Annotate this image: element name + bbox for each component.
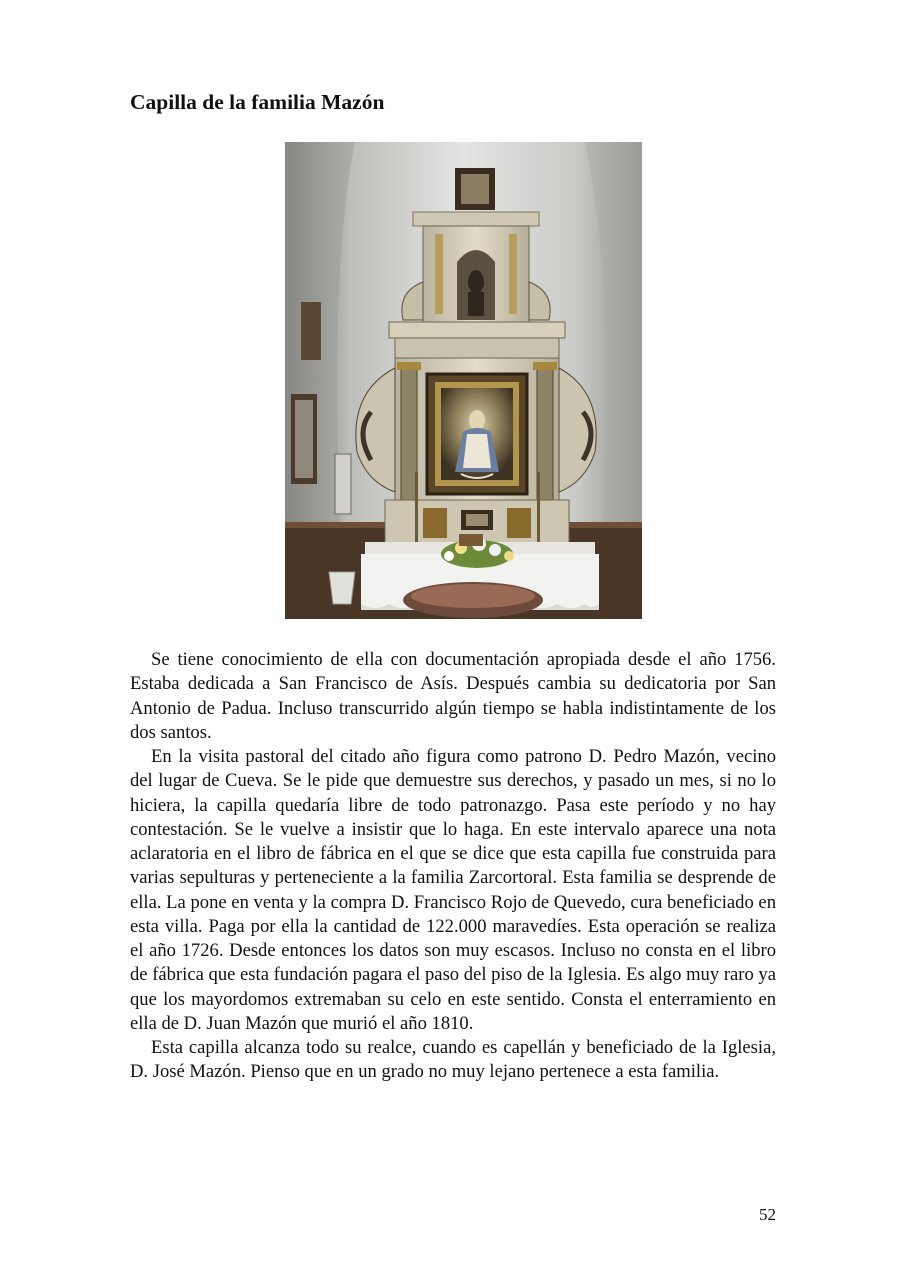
altar-photo bbox=[285, 142, 642, 619]
paragraph-1: Se tiene conocimiento de ella con documentación apropiada desde el año 1756. Estaba dedicada a San Francisco de Asís. Después cambia su dedicatoria por San Antonio de Padua. Incluso transcurrido algún tiempo se habla indistintamente de los dos santos. bbox=[130, 649, 776, 743]
page-number: 52 bbox=[759, 1205, 776, 1224]
paragraph-2: En la visita pastoral del citado año figura como patrono D. Pedro Mazón, vecino del lugar de Cueva. Se le pide que demuestre sus derechos, y pasado un mes, si no lo hiciera, la capilla quedaría libre de todo patronazgo. Pasa este período y no hay contestación. Se le vuelve a insistir que lo haga. En este intervalo aparece una nota aclaratoria en el libro de fábrica en el que se dice que esta capilla fue construida para varias sepulturas y perteneciente a la familia Zarcortoral. Esta familia se desprende de ella. La pone en venta y la compra D. Francisco Rojo de Quevedo, cura beneficiado en esta villa. Paga por ella la cantidad de 122.000 maravedíes. Esta operación se realiza el año 1726. Desde entonces los datos son muy escasos. Incluso no consta en el libro de fábrica que esta fundación pagara el paso del piso de la Iglesia. Es algo muy raro ya que los mayordomos extremaban su celo en este sentido. Consta el enterramiento en ella de D. Juan Mazón que murió el año 1810. bbox=[130, 746, 776, 1034]
body-text bbox=[130, 648, 776, 1085]
paragraph-3: Esta capilla alcanza todo su realce, cuando es capellán y beneficiado de la Iglesia, D. José Mazón. Pienso que en un grado no muy lejano pertenece a esta familia. bbox=[130, 1037, 776, 1083]
retablo-illustration bbox=[285, 142, 642, 619]
page-title: Capilla de la familia Mazón bbox=[130, 90, 385, 114]
